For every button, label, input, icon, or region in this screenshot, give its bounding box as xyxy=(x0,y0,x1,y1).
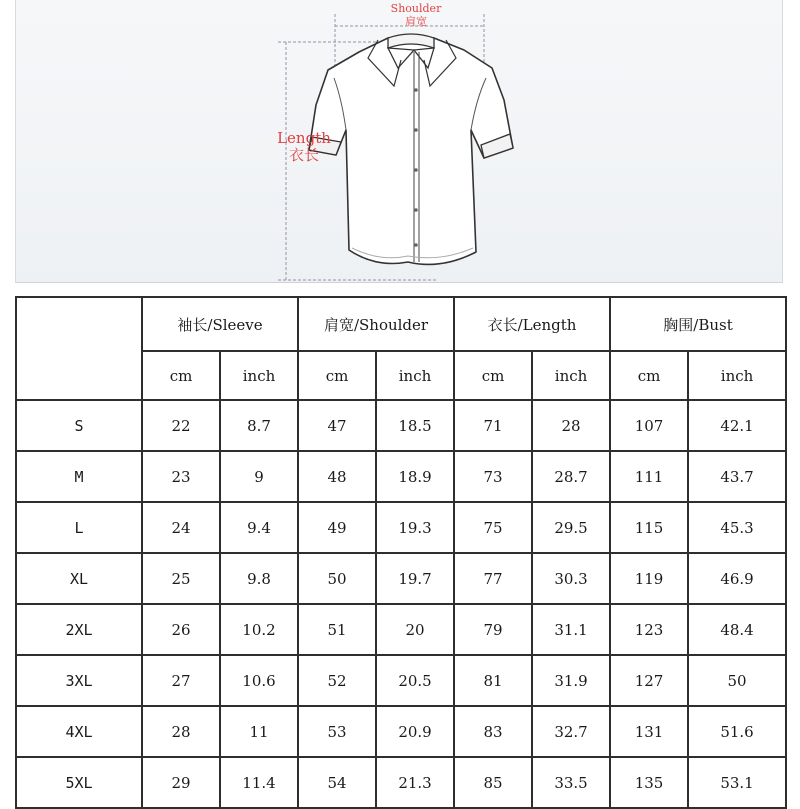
measurement-cell: 20.5 xyxy=(376,655,454,706)
measurement-cell: 131 xyxy=(610,706,688,757)
size-label-cell: S xyxy=(16,400,142,451)
measurement-cell: 18.5 xyxy=(376,400,454,451)
measurement-cell: 11.4 xyxy=(220,757,298,808)
measurement-cell: 79 xyxy=(454,604,532,655)
size-label-cell: 4XL xyxy=(16,706,142,757)
shoulder-label-cn: 肩宽 xyxy=(405,14,427,28)
measurement-cell: 81 xyxy=(454,655,532,706)
measurement-cell: 19.7 xyxy=(376,553,454,604)
unit-cell: inch xyxy=(376,351,454,400)
size-label-cell: M xyxy=(16,451,142,502)
measurement-cell: 18.9 xyxy=(376,451,454,502)
unit-cell: inch xyxy=(688,351,786,400)
measurement-cell: 48.4 xyxy=(688,604,786,655)
measurement-cell: 30.3 xyxy=(532,553,610,604)
shoulder-label xyxy=(356,3,476,28)
measurement-cell: 19.3 xyxy=(376,502,454,553)
measurement-cell: 9.8 xyxy=(220,553,298,604)
header-length: 衣长/Length xyxy=(454,297,610,351)
unit-cell: cm xyxy=(610,351,688,400)
unit-cell: cm xyxy=(298,351,376,400)
measurement-cell: 135 xyxy=(610,757,688,808)
measurement-cell: 21.3 xyxy=(376,757,454,808)
length-label-cn: 衣长 xyxy=(288,146,319,165)
measurement-cell: 85 xyxy=(454,757,532,808)
measurement-cell: 22 xyxy=(142,400,220,451)
measurement-cell: 33.5 xyxy=(532,757,610,808)
measurement-cell: 119 xyxy=(610,553,688,604)
table-row xyxy=(16,706,786,757)
measurement-cell: 28 xyxy=(532,400,610,451)
size-label-cell: 5XL xyxy=(16,757,142,808)
length-label xyxy=(264,130,344,165)
unit-cell: inch xyxy=(532,351,610,400)
measurement-cell: 26 xyxy=(142,604,220,655)
measurement-cell: 9 xyxy=(220,451,298,502)
measurement-cell: 83 xyxy=(454,706,532,757)
size-label-cell: XL xyxy=(16,553,142,604)
size-label-cell: 3XL xyxy=(16,655,142,706)
table-row xyxy=(16,604,786,655)
measurement-cell: 53 xyxy=(298,706,376,757)
measurement-cell: 8.7 xyxy=(220,400,298,451)
measurement-cell: 28.7 xyxy=(532,451,610,502)
measurement-cell: 28 xyxy=(142,706,220,757)
measurement-cell: 50 xyxy=(688,655,786,706)
measurement-cell: 42.1 xyxy=(688,400,786,451)
unit-cell: cm xyxy=(454,351,532,400)
measurement-cell: 123 xyxy=(610,604,688,655)
length-label-en: Length xyxy=(277,129,331,147)
measurement-diagram xyxy=(15,0,783,283)
header-row-groups xyxy=(16,297,786,351)
measurement-cell: 29.5 xyxy=(532,502,610,553)
measurement-cell: 47 xyxy=(298,400,376,451)
unit-cell: inch xyxy=(220,351,298,400)
table-row xyxy=(16,757,786,808)
measurement-cell: 49 xyxy=(298,502,376,553)
measurement-cell: 50 xyxy=(298,553,376,604)
measurement-cell: 10.6 xyxy=(220,655,298,706)
measurement-cell: 45.3 xyxy=(688,502,786,553)
size-label-cell: 2XL xyxy=(16,604,142,655)
measurement-cell: 27 xyxy=(142,655,220,706)
table-row xyxy=(16,655,786,706)
measurement-cell: 77 xyxy=(454,553,532,604)
header-shoulder: 肩宽/Shoulder xyxy=(298,297,454,351)
measurement-cell: 24 xyxy=(142,502,220,553)
header-bust: 胸围/Bust xyxy=(610,297,786,351)
measurement-cell: 46.9 xyxy=(688,553,786,604)
measurement-cell: 29 xyxy=(142,757,220,808)
measurement-cell: 10.2 xyxy=(220,604,298,655)
measurement-cell: 111 xyxy=(610,451,688,502)
table-row xyxy=(16,451,786,502)
shoulder-label-en: Shoulder xyxy=(390,2,442,15)
unit-cell: cm xyxy=(142,351,220,400)
measurement-cell: 71 xyxy=(454,400,532,451)
shirt-illustration xyxy=(16,0,784,283)
measurement-cell: 52 xyxy=(298,655,376,706)
header-sleeve: 袖长/Sleeve xyxy=(142,297,298,351)
measurement-cell: 43.7 xyxy=(688,451,786,502)
measurement-cell: 32.7 xyxy=(532,706,610,757)
measurement-cell: 73 xyxy=(454,451,532,502)
size-label-cell: L xyxy=(16,502,142,553)
measurement-cell: 107 xyxy=(610,400,688,451)
measurement-cell: 20.9 xyxy=(376,706,454,757)
measurement-cell: 115 xyxy=(610,502,688,553)
measurement-cell: 9.4 xyxy=(220,502,298,553)
measurement-cell: 11 xyxy=(220,706,298,757)
table-row xyxy=(16,553,786,604)
measurement-cell: 53.1 xyxy=(688,757,786,808)
measurement-cell: 25 xyxy=(142,553,220,604)
measurement-cell: 127 xyxy=(610,655,688,706)
measurement-cell: 51 xyxy=(298,604,376,655)
table-row xyxy=(16,400,786,451)
measurement-cell: 75 xyxy=(454,502,532,553)
measurement-cell: 54 xyxy=(298,757,376,808)
measurement-cell: 20 xyxy=(376,604,454,655)
table-row xyxy=(16,502,786,553)
size-chart-table xyxy=(15,296,787,809)
header-corner-cell xyxy=(16,297,142,400)
measurement-cell: 31.9 xyxy=(532,655,610,706)
measurement-cell: 51.6 xyxy=(688,706,786,757)
measurement-cell: 48 xyxy=(298,451,376,502)
measurement-cell: 23 xyxy=(142,451,220,502)
measurement-cell: 31.1 xyxy=(532,604,610,655)
